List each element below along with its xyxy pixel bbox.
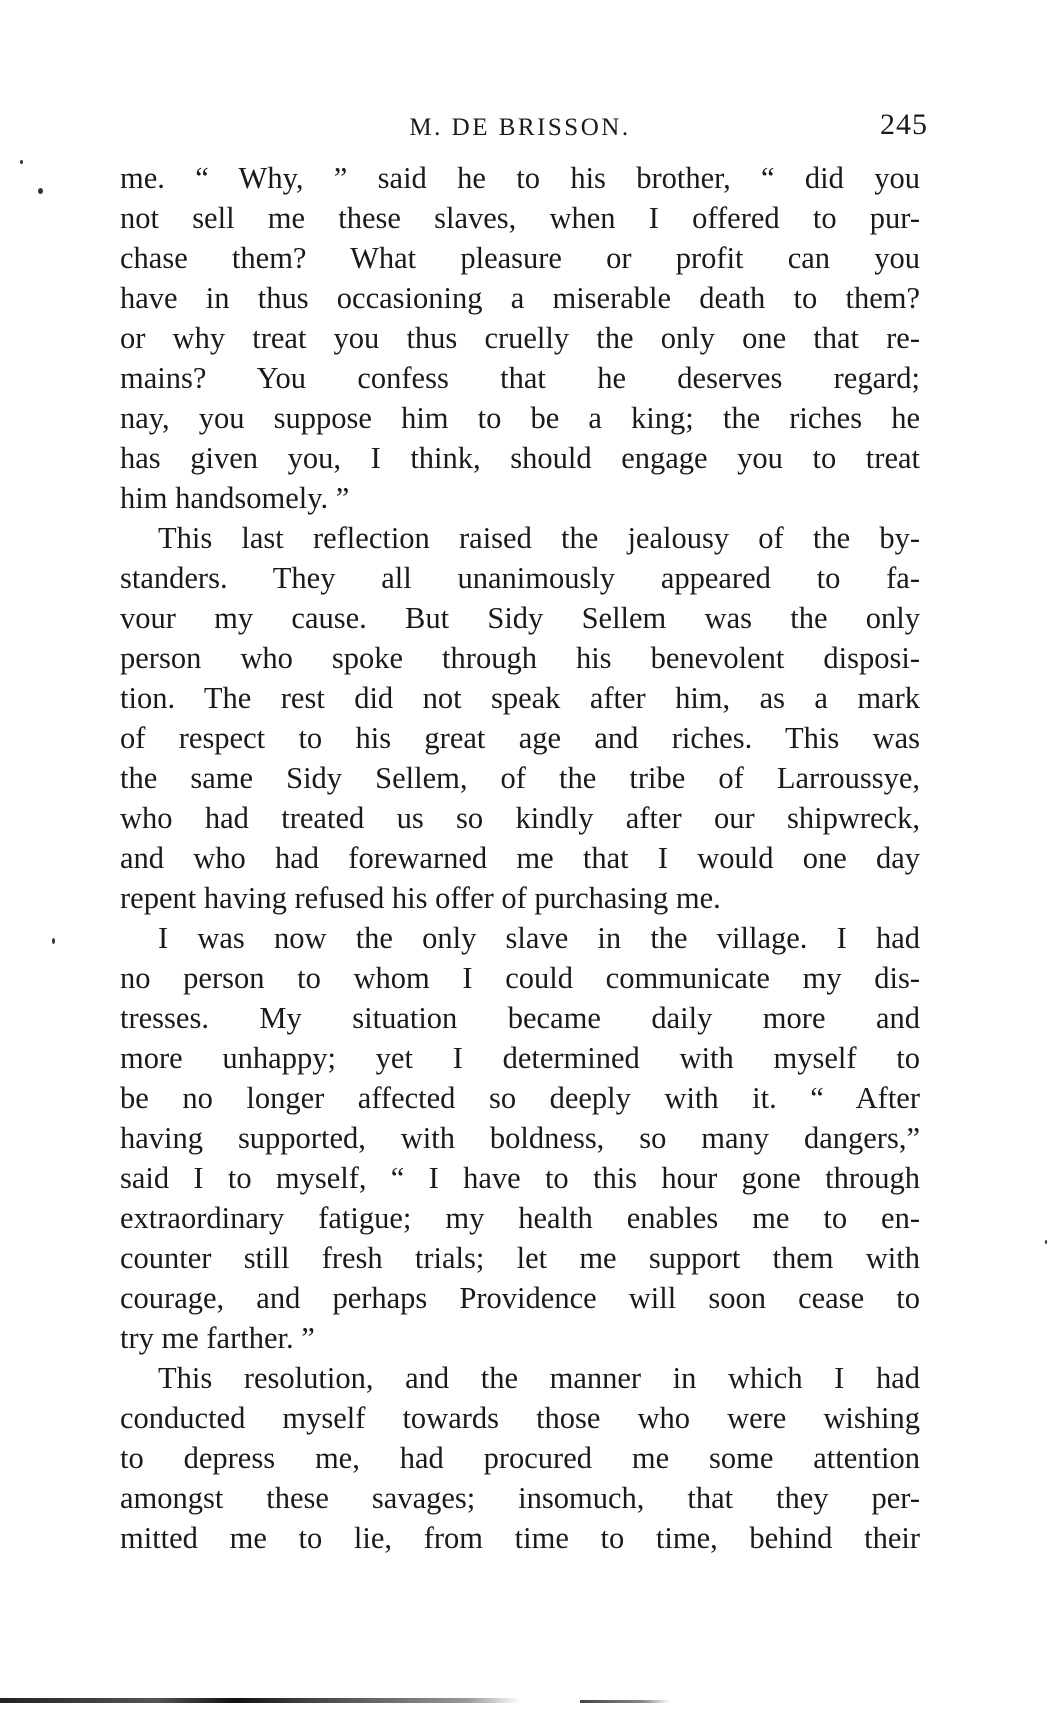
text-line: amongst these savages; insomuch, that they per- [120, 1481, 920, 1515]
text-line: no person to whom I could communicate my dis- [120, 961, 920, 995]
text-line: person who spoke through his benevolent disposi- [120, 641, 920, 675]
text-line: having supported, with boldness, so many dangers,” [120, 1121, 920, 1155]
text-line: me. “ Why, ” said he to his brother, “ did you [120, 161, 920, 195]
text-line: courage, and perhaps Providence will soon cease to [120, 1281, 920, 1315]
text-line: be no longer affected so deeply with it. “ After [120, 1081, 920, 1115]
scan-speck [20, 160, 23, 164]
text-line: nay, you suppose him to be a king; the riches he [120, 401, 920, 435]
text-line: to depress me, had procured me some attention [120, 1441, 920, 1475]
text-line: of respect to his great age and riches. This was [120, 721, 920, 755]
text-line: not sell me these slaves, when I offered to pur- [120, 201, 920, 235]
text-line: standers. They all unanimously appeared to fa- [120, 561, 920, 595]
text-line: has given you, I think, should engage you to treat [120, 441, 920, 475]
text-line: I was now the only slave in the village. I had [158, 921, 920, 955]
text-line: him handsomely. ” [120, 481, 350, 515]
text-line: mains? You confess that he deserves regard; [120, 361, 920, 395]
running-head: M. DE BRISSON. [409, 114, 631, 141]
text-line: counter still fresh trials; let me support them with [120, 1241, 920, 1275]
scan-speck [38, 188, 43, 194]
text-line: tion. The rest did not speak after him, as a mark [120, 681, 920, 715]
text-line: extraordinary fatigue; my health enables me to en- [120, 1201, 920, 1235]
scan-edge-smudge [580, 1700, 670, 1703]
text-line: chase them? What pleasure or profit can you [120, 241, 920, 275]
text-line: vour my cause. But Sidy Sellem was the only [120, 601, 920, 635]
text-line: conducted myself towards those who were wishing [120, 1401, 920, 1435]
text-line: more unhappy; yet I determined with myself to [120, 1041, 920, 1075]
text-line: This resolution, and the manner in which I had [158, 1361, 920, 1395]
body-text [120, 158, 920, 1558]
scan-speck [1045, 1240, 1047, 1244]
text-line: mitted me to lie, from time to time, behind their [120, 1521, 920, 1555]
scan-speck [52, 938, 55, 944]
text-line: This last reflection raised the jealousy of the by- [158, 521, 920, 555]
text-line: who had treated us so kindly after our shipwreck, [120, 801, 920, 835]
text-line: tresses. My situation became daily more and [120, 1001, 920, 1035]
text-line: and who had forewarned me that I would one day [120, 841, 920, 875]
text-line: the same Sidy Sellem, of the tribe of Larroussye, [120, 761, 920, 795]
page-header [120, 108, 928, 148]
text-line: have in thus occasioning a miserable death to them? [120, 281, 920, 315]
page-number: 245 [880, 108, 928, 141]
text-line: try me farther. ” [120, 1321, 315, 1355]
text-line: or why treat you thus cruelly the only one that re- [120, 321, 920, 355]
text-line: repent having refused his offer of purchasing me. [120, 881, 721, 915]
scan-edge-smudge [0, 1698, 520, 1703]
text-line: said I to myself, “ I have to this hour gone through [120, 1161, 920, 1195]
